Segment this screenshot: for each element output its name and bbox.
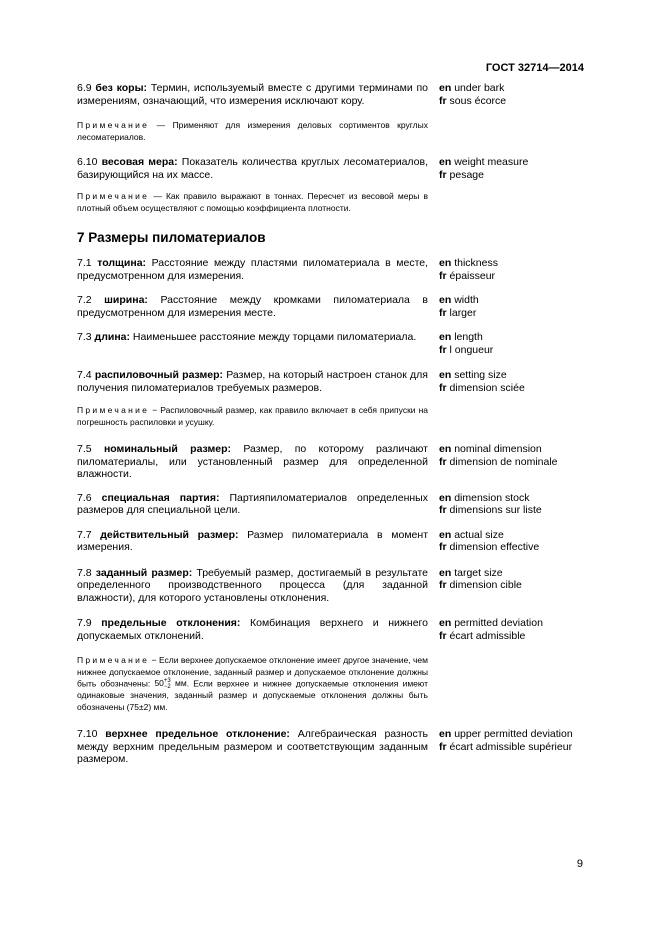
term-name: весовая мера: (101, 156, 178, 168)
term-definition: Размер, по которому различают пиломатериалы, или установленный размер для определенной влажности. (77, 443, 428, 480)
translation-en: target size (454, 566, 503, 579)
translation-en: length (454, 331, 483, 343)
term-name: действительный размер: (100, 528, 239, 541)
term-entry-6-10 (77, 156, 584, 181)
term-entry-7-5 (77, 443, 584, 481)
term-entry-7-10 (77, 728, 584, 766)
term-entry-7-6 (77, 492, 584, 517)
translation-fr: épaisseur (449, 269, 496, 282)
term-definition: Наименьшее расстояние между торцами пиломатериала. (132, 331, 417, 343)
term-definition: Требуемый размер, достигаемый в результате определенного производственного процесса (для заданной влажности), для которого установлены отклонения. (77, 566, 428, 604)
term-definition: Алгебраическая разность между верхним предельным размером и соответствующим заданным размером. (77, 728, 429, 765)
term-definition: Показатель количества круглых лесоматериалов, базирующийся на их массе. (77, 156, 429, 181)
term-definition: Размер, на который настроен станок для получения пиломатериалов требуемых размеров. (77, 369, 428, 394)
document-header: ГОСТ 32714—2014 (485, 62, 584, 74)
translation-en: upper permitted deviation (454, 728, 573, 740)
translations: en length fr l ongueur (439, 331, 494, 356)
translation-en: dimension stock (454, 491, 530, 504)
term-entry-7-7 (77, 529, 584, 554)
term-number: 7.3 (77, 331, 92, 343)
term-number: 7.5 (77, 443, 92, 455)
page-number: 9 (576, 858, 583, 870)
translations: en nominal dimension fr dimension de nominale (439, 443, 558, 468)
term-definition: Расстояние между пластями пиломатериала в месте, предусмотренном для измерения. (77, 257, 429, 282)
term-name: заданный размер: (95, 566, 193, 579)
note-label: Примечание (77, 655, 150, 665)
term-number: 6.9 (77, 82, 92, 94)
note-label: Примечание (77, 405, 150, 415)
translation-fr: écart admissible (449, 629, 526, 642)
note-7-9 (77, 655, 428, 713)
translation-fr: pesage (449, 168, 484, 181)
term-entry-7-4 (77, 369, 584, 394)
translations: en permitted deviation fr écart admissible (439, 617, 543, 642)
translation-fr: dimension sciée (449, 381, 525, 394)
term-name: длина: (94, 331, 130, 343)
term-number: 7.2 (77, 294, 92, 306)
term-number: 7.10 (77, 728, 98, 740)
translations: en thickness fr épaisseur (439, 257, 498, 282)
term-definition: Расстояние между кромками пиломатериала в предусмотренном для измерения месте. (77, 294, 429, 319)
term-entry-7-8 (77, 567, 584, 605)
translations: en actual size fr dimension effective (439, 528, 540, 553)
formula: 50 +3 −2 мм (154, 678, 187, 690)
term-name: верхнее предельное отклонение: (105, 728, 290, 740)
translation-en: under bark (454, 82, 505, 94)
term-entry-7-2 (77, 294, 584, 319)
translation-en: weight measure (454, 156, 529, 168)
translations: en under bark fr sous écorce (439, 82, 507, 107)
translations: en weight measure fr pesage (439, 156, 529, 181)
term-name: без коры: (95, 82, 148, 94)
term-definition: Комбинация верхнего и нижнего допускаемых отклонений. (77, 617, 428, 642)
term-name: распиловочный размер: (94, 369, 224, 381)
term-name: ширина: (104, 294, 148, 306)
translation-fr: écart admissible supérieur (449, 740, 573, 753)
term-number: 7.9 (77, 617, 92, 629)
term-entry-7-9 (77, 617, 584, 642)
translation-en: actual size (454, 528, 504, 541)
translations: en setting size fr dimension sciée (439, 369, 525, 394)
note-6-9 (77, 120, 428, 143)
note-label: Примечание (77, 120, 150, 130)
document-body (77, 82, 584, 766)
term-name: толщина: (97, 257, 147, 269)
translation-en: setting size (454, 369, 507, 381)
term-entry-6-9 (77, 82, 584, 107)
term-number: 7.1 (77, 257, 92, 269)
translation-en: width (454, 294, 479, 306)
translation-fr: dimensions sur liste (449, 504, 542, 516)
note-label: Примечание (77, 191, 150, 201)
note-text: — Применяют для измерения деловых сортиментов круглых лесоматериалов. (77, 120, 428, 142)
term-number: 7.7 (77, 528, 92, 541)
translation-en: nominal dimension (454, 443, 542, 455)
translation-fr: larger (449, 306, 477, 319)
translation-fr: dimension cible (449, 579, 522, 591)
term-number: 6.10 (77, 156, 98, 168)
note-6-10 (77, 191, 428, 214)
note-text: — Как правило выражают в тоннах. Пересчет из весовой меры в плотный объем осуществляют с помощью коэффициента плотности. (77, 191, 428, 213)
section-heading: 7 Размеры пиломатериалов (77, 230, 266, 245)
translation-en: permitted deviation (454, 617, 543, 629)
translation-fr: dimension effective (449, 541, 540, 553)
term-number: 7.6 (77, 491, 92, 504)
translation-fr: l ongueur (449, 343, 494, 356)
translation-en: thickness (454, 257, 498, 269)
note-text-continued: . Если верхнее и нижнее допускаемые отклонения имеют одинаковые значения, заданный размер и допускаемые отклонения должны быть обозначены (75±2) мм. (77, 678, 428, 712)
translations: en upper permitted deviation fr écart admissible supérieur (439, 728, 573, 753)
term-name: предельные отклонения: (101, 617, 241, 629)
term-definition: Размер пиломатериала в момент измерения. (77, 528, 428, 553)
term-definition: Термин, используемый вместе с другими терминами по измерениям, означающий, что измерения исключают кору. (77, 82, 429, 107)
term-name: номинальный размер: (103, 443, 232, 455)
term-entry-7-3 (77, 331, 584, 356)
term-entry-7-1 (77, 257, 584, 282)
note-7-4 (77, 405, 428, 428)
term-name: специальная партия: (101, 491, 220, 504)
term-number: 7.4 (77, 369, 92, 381)
translation-fr: sous écorce (449, 94, 507, 107)
term-number: 7.8 (77, 566, 92, 579)
translation-fr: dimension de nominale (449, 455, 558, 468)
term-definition: Партияпиломатериалов определенных размеров для специальной цели. (77, 491, 428, 516)
translations: en dimension stock fr dimensions sur liste (439, 491, 542, 516)
translations: en target size fr dimension cible (439, 566, 522, 591)
translations: en width fr larger (439, 294, 479, 319)
note-text: − Распиловочный размер, как правило включает в себя припуски на погрешность распиловки и усушку. (77, 405, 428, 427)
note-text: − Если верхнее допускаемое отклонение имеет другое значение, чем нижнее допускаемое отклонение, заданный размер и допускаемое отклонение должны быть обозначены: (77, 655, 428, 689)
